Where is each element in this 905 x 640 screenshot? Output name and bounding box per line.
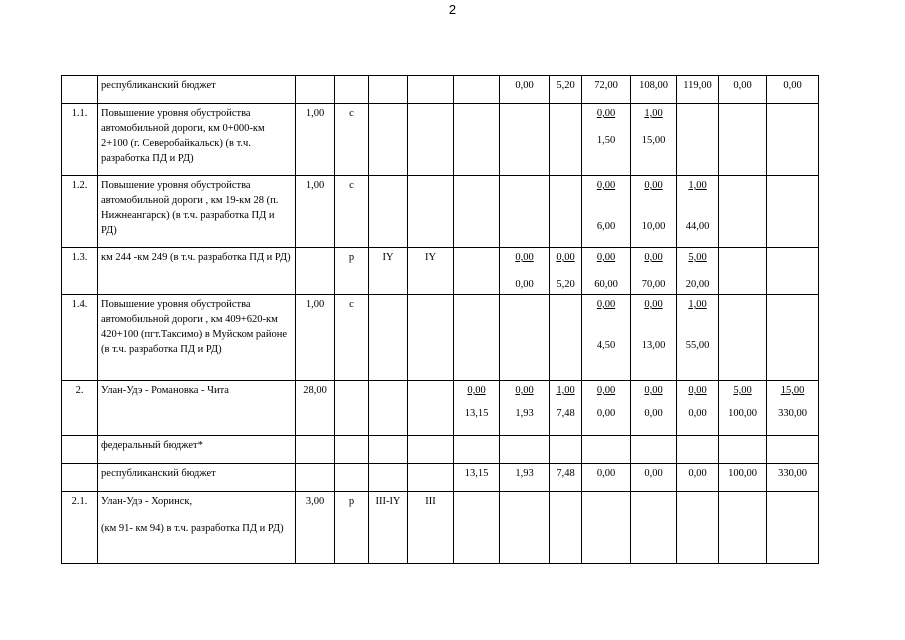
year-value [500,104,550,176]
year-value [677,248,719,295]
year-value [677,381,719,436]
table-row [62,492,819,564]
object-name: республиканский бюджет [98,76,296,104]
year-value-amount: 4,50 [596,340,616,351]
length-km [296,464,335,492]
year-value [631,76,677,104]
year-value [582,464,631,492]
table-row [62,436,819,464]
year-value-km: 0,00 [556,252,575,263]
object-name: Повышение уровня обустройства автомобильной дороги , км 409+620-км 420+100 (пгт.Таксимо) в Муйском районе (в т.ч. разработка ПД и РД) [98,295,296,381]
year-value-km: 5,00 [733,385,752,396]
page-number: 2 [448,2,457,17]
year-value-amount: 330,00 [778,468,807,479]
year-value [500,76,550,104]
year-value [719,104,767,176]
object-name: Улан-Удэ - Романовка - Чита [98,381,296,436]
year-value [582,381,631,436]
year-value [454,295,500,381]
year-value [767,381,819,436]
year-value [677,176,719,248]
category-to: III [408,492,454,564]
year-value [767,436,819,464]
year-value-km: 1,00 [688,299,707,310]
length-km [296,248,335,295]
row-number [62,436,98,464]
year-value [454,381,500,436]
category-from [369,295,408,381]
year-value [454,464,500,492]
year-value-amount: 10,00 [641,221,666,232]
year-value-amount: 330,00 [778,408,807,419]
year-value-amount: 119,00 [683,80,712,91]
year-value [719,436,767,464]
year-value [454,492,500,564]
year-value [677,104,719,176]
category-from [369,381,408,436]
year-value [500,464,550,492]
year-value [677,295,719,381]
year-value-km: 1,00 [688,180,707,191]
table-row [62,248,819,295]
year-value-km: 0,00 [644,180,663,191]
year-value-amount: 0,00 [644,468,663,479]
category-from: III-IY [369,492,408,564]
year-value-km: 0,00 [596,299,616,310]
work-type: с [335,104,369,176]
year-value [631,295,677,381]
table-row [62,76,819,104]
length-km [296,436,335,464]
year-value-amount: 60,00 [594,279,618,290]
year-value [454,76,500,104]
category-from [369,436,408,464]
year-value [550,464,582,492]
length-km [296,76,335,104]
category-to: IY [408,248,454,295]
year-value [767,104,819,176]
year-value-km: 15,00 [780,385,805,396]
work-type [335,76,369,104]
object-name: федеральный бюджет* [98,436,296,464]
year-value [631,248,677,295]
year-value-amount: 13,15 [464,408,489,419]
year-value-amount: 44,00 [685,221,710,232]
year-value-km: 0,00 [596,108,616,119]
work-type [335,381,369,436]
year-value [631,436,677,464]
row-number [62,76,98,104]
row-number: 2. [62,381,98,436]
work-type [335,464,369,492]
year-value-amount: 100,00 [728,468,757,479]
year-value-km: 0,00 [688,385,707,396]
length-km: 1,00 [296,104,335,176]
year-value [582,436,631,464]
table-body [62,76,819,564]
year-value-km: 0,00 [644,299,663,310]
year-value [767,176,819,248]
category-to [408,381,454,436]
year-value [582,76,631,104]
year-value [550,104,582,176]
year-value [719,464,767,492]
row-number: 1.2. [62,176,98,248]
year-value [550,381,582,436]
year-value [550,436,582,464]
year-value-km: 0,00 [596,180,616,191]
year-value [631,104,677,176]
year-value [454,104,500,176]
year-value-amount: 55,00 [685,340,710,351]
work-type: р [335,248,369,295]
year-value-amount: 0,00 [733,80,752,91]
year-value [719,295,767,381]
category-to [408,104,454,176]
year-value [677,492,719,564]
year-value-amount: 1,93 [515,408,534,419]
object-name: км 244 -км 249 (в т.ч. разработка ПД и РД) [98,248,296,295]
year-value [582,492,631,564]
year-value-km: 0,00 [644,252,663,263]
year-value [500,295,550,381]
year-value [631,381,677,436]
work-type [335,436,369,464]
object-name: Повышение уровня обустройства автомобильной дороги , км 19-км 28 (п. Нижнеангарск) (в т.ч. разработка ПД и РД) [98,176,296,248]
year-value [719,76,767,104]
year-value-amount: 108,00 [639,80,668,91]
year-value [677,76,719,104]
object-name [98,492,296,564]
year-value-amount: 0,00 [515,279,534,290]
category-from [369,104,408,176]
year-value [677,464,719,492]
year-value-km: 0,00 [467,385,486,396]
year-value-amount: 6,00 [596,221,616,232]
table-row [62,176,819,248]
category-to [408,76,454,104]
row-number [62,464,98,492]
year-value [631,492,677,564]
year-value [767,295,819,381]
year-value [454,248,500,295]
year-value [500,176,550,248]
year-value-amount: 0,00 [515,80,534,91]
work-type: р [335,492,369,564]
year-value [500,436,550,464]
year-value-km: 1,00 [556,385,575,396]
year-value-amount: 13,15 [464,468,489,479]
object-name-line2: (км 91- км 94) в т.ч. разработка ПД и РД) [101,523,284,534]
year-value [500,492,550,564]
year-value-km: 0,00 [515,385,534,396]
year-value-km: 5,00 [688,252,707,263]
length-km: 3,00 [296,492,335,564]
work-type: с [335,295,369,381]
year-value [550,295,582,381]
year-value [631,464,677,492]
year-value [582,295,631,381]
year-value-km: 0,00 [515,252,534,263]
category-from: IY [369,248,408,295]
year-value [719,492,767,564]
year-value-km: 0,00 [596,252,616,263]
row-number: 1.3. [62,248,98,295]
year-value-amount: 0,00 [644,408,663,419]
category-to [408,436,454,464]
program-table [61,75,819,564]
table-row [62,464,819,492]
year-value [719,176,767,248]
year-value [582,176,631,248]
table-row [62,104,819,176]
category-to [408,464,454,492]
length-km: 28,00 [296,381,335,436]
table-row [62,381,819,436]
year-value [631,176,677,248]
year-value-amount: 5,20 [556,80,575,91]
year-value-amount: 15,00 [641,135,666,146]
year-value-amount: 7,48 [556,468,575,479]
year-value-amount: 7,48 [556,408,575,419]
year-value [500,381,550,436]
work-type: с [335,176,369,248]
year-value [677,436,719,464]
category-to [408,176,454,248]
year-value [767,464,819,492]
year-value [582,248,631,295]
year-value [767,248,819,295]
year-value [550,176,582,248]
row-number: 1.4. [62,295,98,381]
length-km: 1,00 [296,295,335,381]
year-value-amount: 1,93 [515,468,534,479]
table-row [62,295,819,381]
year-value [767,492,819,564]
year-value-amount: 100,00 [728,408,757,419]
category-from [369,464,408,492]
year-value [550,76,582,104]
year-value-amount: 0,00 [688,408,707,419]
year-value-amount: 20,00 [685,279,710,290]
year-value-amount: 1,50 [596,135,616,146]
row-number: 1.1. [62,104,98,176]
year-value-amount: 5,20 [556,279,575,290]
year-value-amount: 0,00 [596,408,616,419]
year-value [582,104,631,176]
year-value-amount: 0,00 [596,468,616,479]
category-from [369,76,408,104]
length-km: 1,00 [296,176,335,248]
year-value-amount: 0,00 [783,80,802,91]
year-value [500,248,550,295]
object-name: республиканский бюджет [98,464,296,492]
row-number: 2.1. [62,492,98,564]
object-name-line1: Улан-Удэ - Хоринск, [101,496,193,507]
year-value [454,436,500,464]
year-value [767,76,819,104]
year-value [550,492,582,564]
year-value [719,381,767,436]
category-to [408,295,454,381]
year-value-km: 0,00 [644,385,663,396]
year-value-amount: 0,00 [688,468,707,479]
year-value [454,176,500,248]
year-value-amount: 70,00 [641,279,666,290]
year-value [719,248,767,295]
year-value [550,248,582,295]
year-value-km: 1,00 [644,108,663,119]
object-name: Повышение уровня обустройства автомобильной дороги, км 0+000-км 2+100 (г. Северобайкальск) (в т.ч. разработка ПД и РД) [98,104,296,176]
year-value-amount: 13,00 [641,340,666,351]
year-value-amount: 72,00 [594,80,618,91]
year-value-km: 0,00 [596,385,616,396]
category-from [369,176,408,248]
